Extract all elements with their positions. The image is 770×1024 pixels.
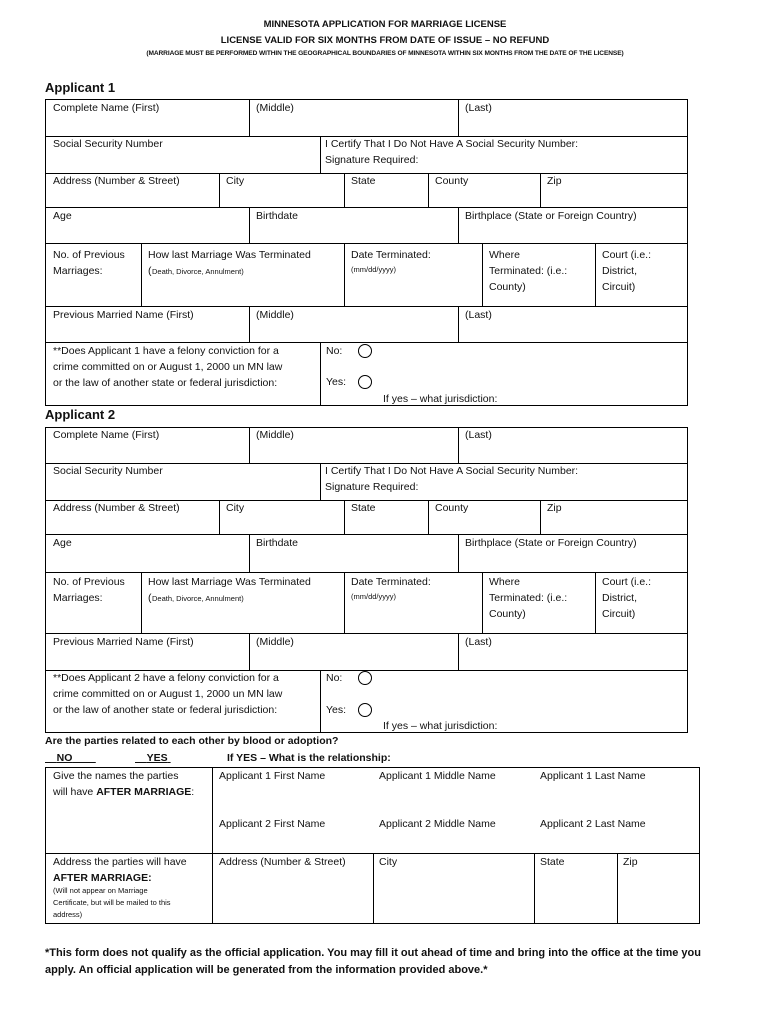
a2-new-first-name-field[interactable]: Applicant 2 First Name (219, 818, 326, 830)
a2-where-terminated-hint: Terminated: (i.e.: (489, 592, 568, 604)
a2-ssn-field[interactable]: Social Security Number (53, 465, 163, 477)
a1-court-field[interactable]: Court (i.e.: (602, 249, 652, 261)
a1-court-hint2: Circuit) (602, 281, 636, 293)
form-title: MINNESOTA APPLICATION FOR MARRIAGE LICENSE (263, 19, 507, 30)
a1-signature-field[interactable]: Signature Required: (325, 154, 419, 166)
a1-prev-last-name-field[interactable]: (Last) (465, 309, 492, 321)
a2-last-name-field[interactable]: (Last) (465, 429, 492, 441)
a1-date-terminated-field[interactable]: Date Terminated: (351, 249, 431, 261)
a2-birthplace-field[interactable]: Birthplace (State or Foreign Country) (465, 537, 637, 549)
after-names-label-2: will have AFTER MARRIAGE: (53, 786, 195, 798)
a2-court-hint2: Circuit) (602, 608, 636, 620)
after-state-field[interactable]: State (540, 856, 565, 868)
a1-felony-yes-label: Yes: (326, 376, 347, 388)
a1-felony-question-3: or the law of another state or federal jurisdiction: (53, 377, 278, 389)
a1-where-terminated-hint: Terminated: (i.e.: (489, 265, 568, 277)
a2-where-terminated-field[interactable]: Where (489, 576, 520, 588)
a2-zip-field[interactable]: Zip (547, 502, 562, 514)
a1-birthplace-field[interactable]: Birthplace (State or Foreign Country) (465, 210, 637, 222)
a1-ssn-field[interactable]: Social Security Number (53, 138, 163, 150)
a1-felony-no-radio[interactable] (358, 344, 372, 358)
a1-age-field[interactable]: Age (53, 210, 72, 222)
relation-yes-option[interactable]: YES (146, 752, 168, 764)
after-city-field[interactable]: City (379, 856, 398, 868)
disclaimer-footer: *This form does not qualify as the official application. You may fill it out ahead of time and bring into the office at the time you apply. An official application will be generated from the information provided above.* (45, 947, 701, 976)
a1-felony-question-2: crime committed on or August 1, 2000 un MN law (53, 361, 283, 373)
a2-where-terminated-hint2: County) (489, 608, 526, 620)
relation-no-option[interactable]: NO (56, 752, 73, 764)
a1-prev-first-name-field[interactable]: Previous Married Name (First) (53, 309, 194, 321)
a2-court-hint: District, (602, 592, 637, 604)
after-address-note-3: address) (53, 910, 83, 919)
a1-first-name-field[interactable]: Complete Name (First) (53, 102, 160, 114)
a1-certify-label: I Certify That I Do Not Have A Social Security Number: (325, 138, 579, 150)
a2-new-middle-name-field[interactable]: Applicant 2 Middle Name (379, 818, 496, 830)
applicant-2-heading: Applicant 2 (45, 407, 116, 422)
a1-city-field[interactable]: City (226, 175, 245, 187)
a1-new-last-name-field[interactable]: Applicant 1 Last Name (540, 770, 646, 782)
after-zip-field[interactable]: Zip (623, 856, 638, 868)
a2-felony-yes-label: Yes: (326, 704, 347, 716)
a1-where-terminated-field[interactable]: Where (489, 249, 520, 261)
a1-felony-yes-radio[interactable] (358, 375, 372, 389)
a1-date-format-hint: (mm/dd/yyyy) (351, 265, 396, 274)
a1-prev-middle-name-field[interactable]: (Middle) (256, 309, 294, 321)
a2-felony-no-label: No: (326, 672, 343, 684)
a2-prev-marriages-label: No. of Previous (53, 576, 125, 588)
a1-county-field[interactable]: County (435, 175, 469, 187)
after-address-label-2: AFTER MARRIAGE: (53, 872, 152, 884)
a2-court-field[interactable]: Court (i.e.: (602, 576, 652, 588)
a1-how-terminated-paren: ( (148, 265, 152, 277)
a2-jurisdiction-field[interactable]: If yes – what jurisdiction: (383, 720, 498, 732)
a2-new-last-name-field[interactable]: Applicant 2 Last Name (540, 818, 646, 830)
a2-felony-question-2: crime committed on or August 1, 2000 un MN law (53, 688, 283, 700)
a1-prev-marriages-field[interactable]: Marriages: (53, 265, 103, 277)
after-address-note: (Will not appear on Marriage (53, 886, 148, 895)
validity-notice: LICENSE VALID FOR SIX MONTHS FROM DATE OF ISSUE – NO REFUND (220, 35, 550, 46)
applicant-1-heading: Applicant 1 (45, 80, 116, 95)
relation-question: Are the parties related to each other by blood or adoption? (45, 735, 339, 747)
a1-new-first-name-field[interactable]: Applicant 1 First Name (219, 770, 326, 782)
a1-felony-no-label: No: (326, 345, 343, 357)
a2-felony-yes-radio[interactable] (358, 703, 372, 717)
a2-prev-middle-name-field[interactable]: (Middle) (256, 636, 294, 648)
a1-how-terminated-options: Death, Divorce, Annulment) (152, 267, 244, 276)
after-names-label: Give the names the parties (53, 770, 179, 782)
a1-last-name-field[interactable]: (Last) (465, 102, 492, 114)
a2-age-field[interactable]: Age (53, 537, 72, 549)
a2-prev-last-name-field[interactable]: (Last) (465, 636, 492, 648)
a2-city-field[interactable]: City (226, 502, 245, 514)
a2-first-name-field[interactable]: Complete Name (First) (53, 429, 160, 441)
a2-county-field[interactable]: County (435, 502, 469, 514)
a2-felony-question: **Does Applicant 2 have a felony conviction for a (53, 672, 279, 684)
a1-new-middle-name-field[interactable]: Applicant 1 Middle Name (379, 770, 496, 782)
after-street-field[interactable]: Address (Number & Street) (219, 856, 346, 868)
a1-how-terminated-field[interactable]: How last Marriage Was Terminated (148, 249, 311, 261)
a2-felony-no-radio[interactable] (358, 671, 372, 685)
a1-prev-marriages-label: No. of Previous (53, 249, 125, 261)
a1-state-field[interactable]: State (351, 175, 376, 187)
a2-felony-question-3: or the law of another state or federal jurisdiction: (53, 704, 278, 716)
a1-zip-field[interactable]: Zip (547, 175, 562, 187)
a1-birthdate-field[interactable]: Birthdate (256, 210, 299, 222)
a1-felony-question: **Does Applicant 1 have a felony conviction for a (53, 345, 279, 357)
a2-state-field[interactable]: State (351, 502, 376, 514)
a2-prev-first-name-field[interactable]: Previous Married Name (First) (53, 636, 194, 648)
a1-court-hint: District, (602, 265, 637, 277)
relation-if-yes-field[interactable]: If YES – What is the relationship: (227, 752, 391, 764)
after-address-note-2: Certificate, but will be mailed to this (53, 898, 171, 907)
a2-prev-marriages-field[interactable]: Marriages: (53, 592, 103, 604)
a2-certify-label: I Certify That I Do Not Have A Social Security Number: (325, 465, 579, 477)
a1-jurisdiction-field[interactable]: If yes – what jurisdiction: (383, 393, 498, 405)
a2-how-terminated-field[interactable]: How last Marriage Was Terminated (148, 576, 311, 588)
a2-middle-name-field[interactable]: (Middle) (256, 429, 294, 441)
a2-birthdate-field[interactable]: Birthdate (256, 537, 299, 549)
a2-how-terminated-options: Death, Divorce, Annulment) (152, 594, 244, 603)
a2-how-terminated-paren: ( (148, 592, 152, 604)
a2-date-format-hint: (mm/dd/yyyy) (351, 592, 396, 601)
after-address-label: Address the parties will have (53, 856, 187, 868)
a2-address-field[interactable]: Address (Number & Street) (53, 502, 180, 514)
boundary-notice: (MARRIAGE MUST BE PERFORMED WITHIN THE GEOGRAPHICAL BOUNDARIES OF MINNESOTA WITHIN SIX MONTHS FROM THE DATE OF THE LICENSE) (146, 50, 624, 57)
a1-middle-name-field[interactable]: (Middle) (256, 102, 294, 114)
a2-signature-field[interactable]: Signature Required: (325, 481, 419, 493)
a1-address-field[interactable]: Address (Number & Street) (53, 175, 180, 187)
a2-date-terminated-field[interactable]: Date Terminated: (351, 576, 431, 588)
a1-where-terminated-hint2: County) (489, 281, 526, 293)
